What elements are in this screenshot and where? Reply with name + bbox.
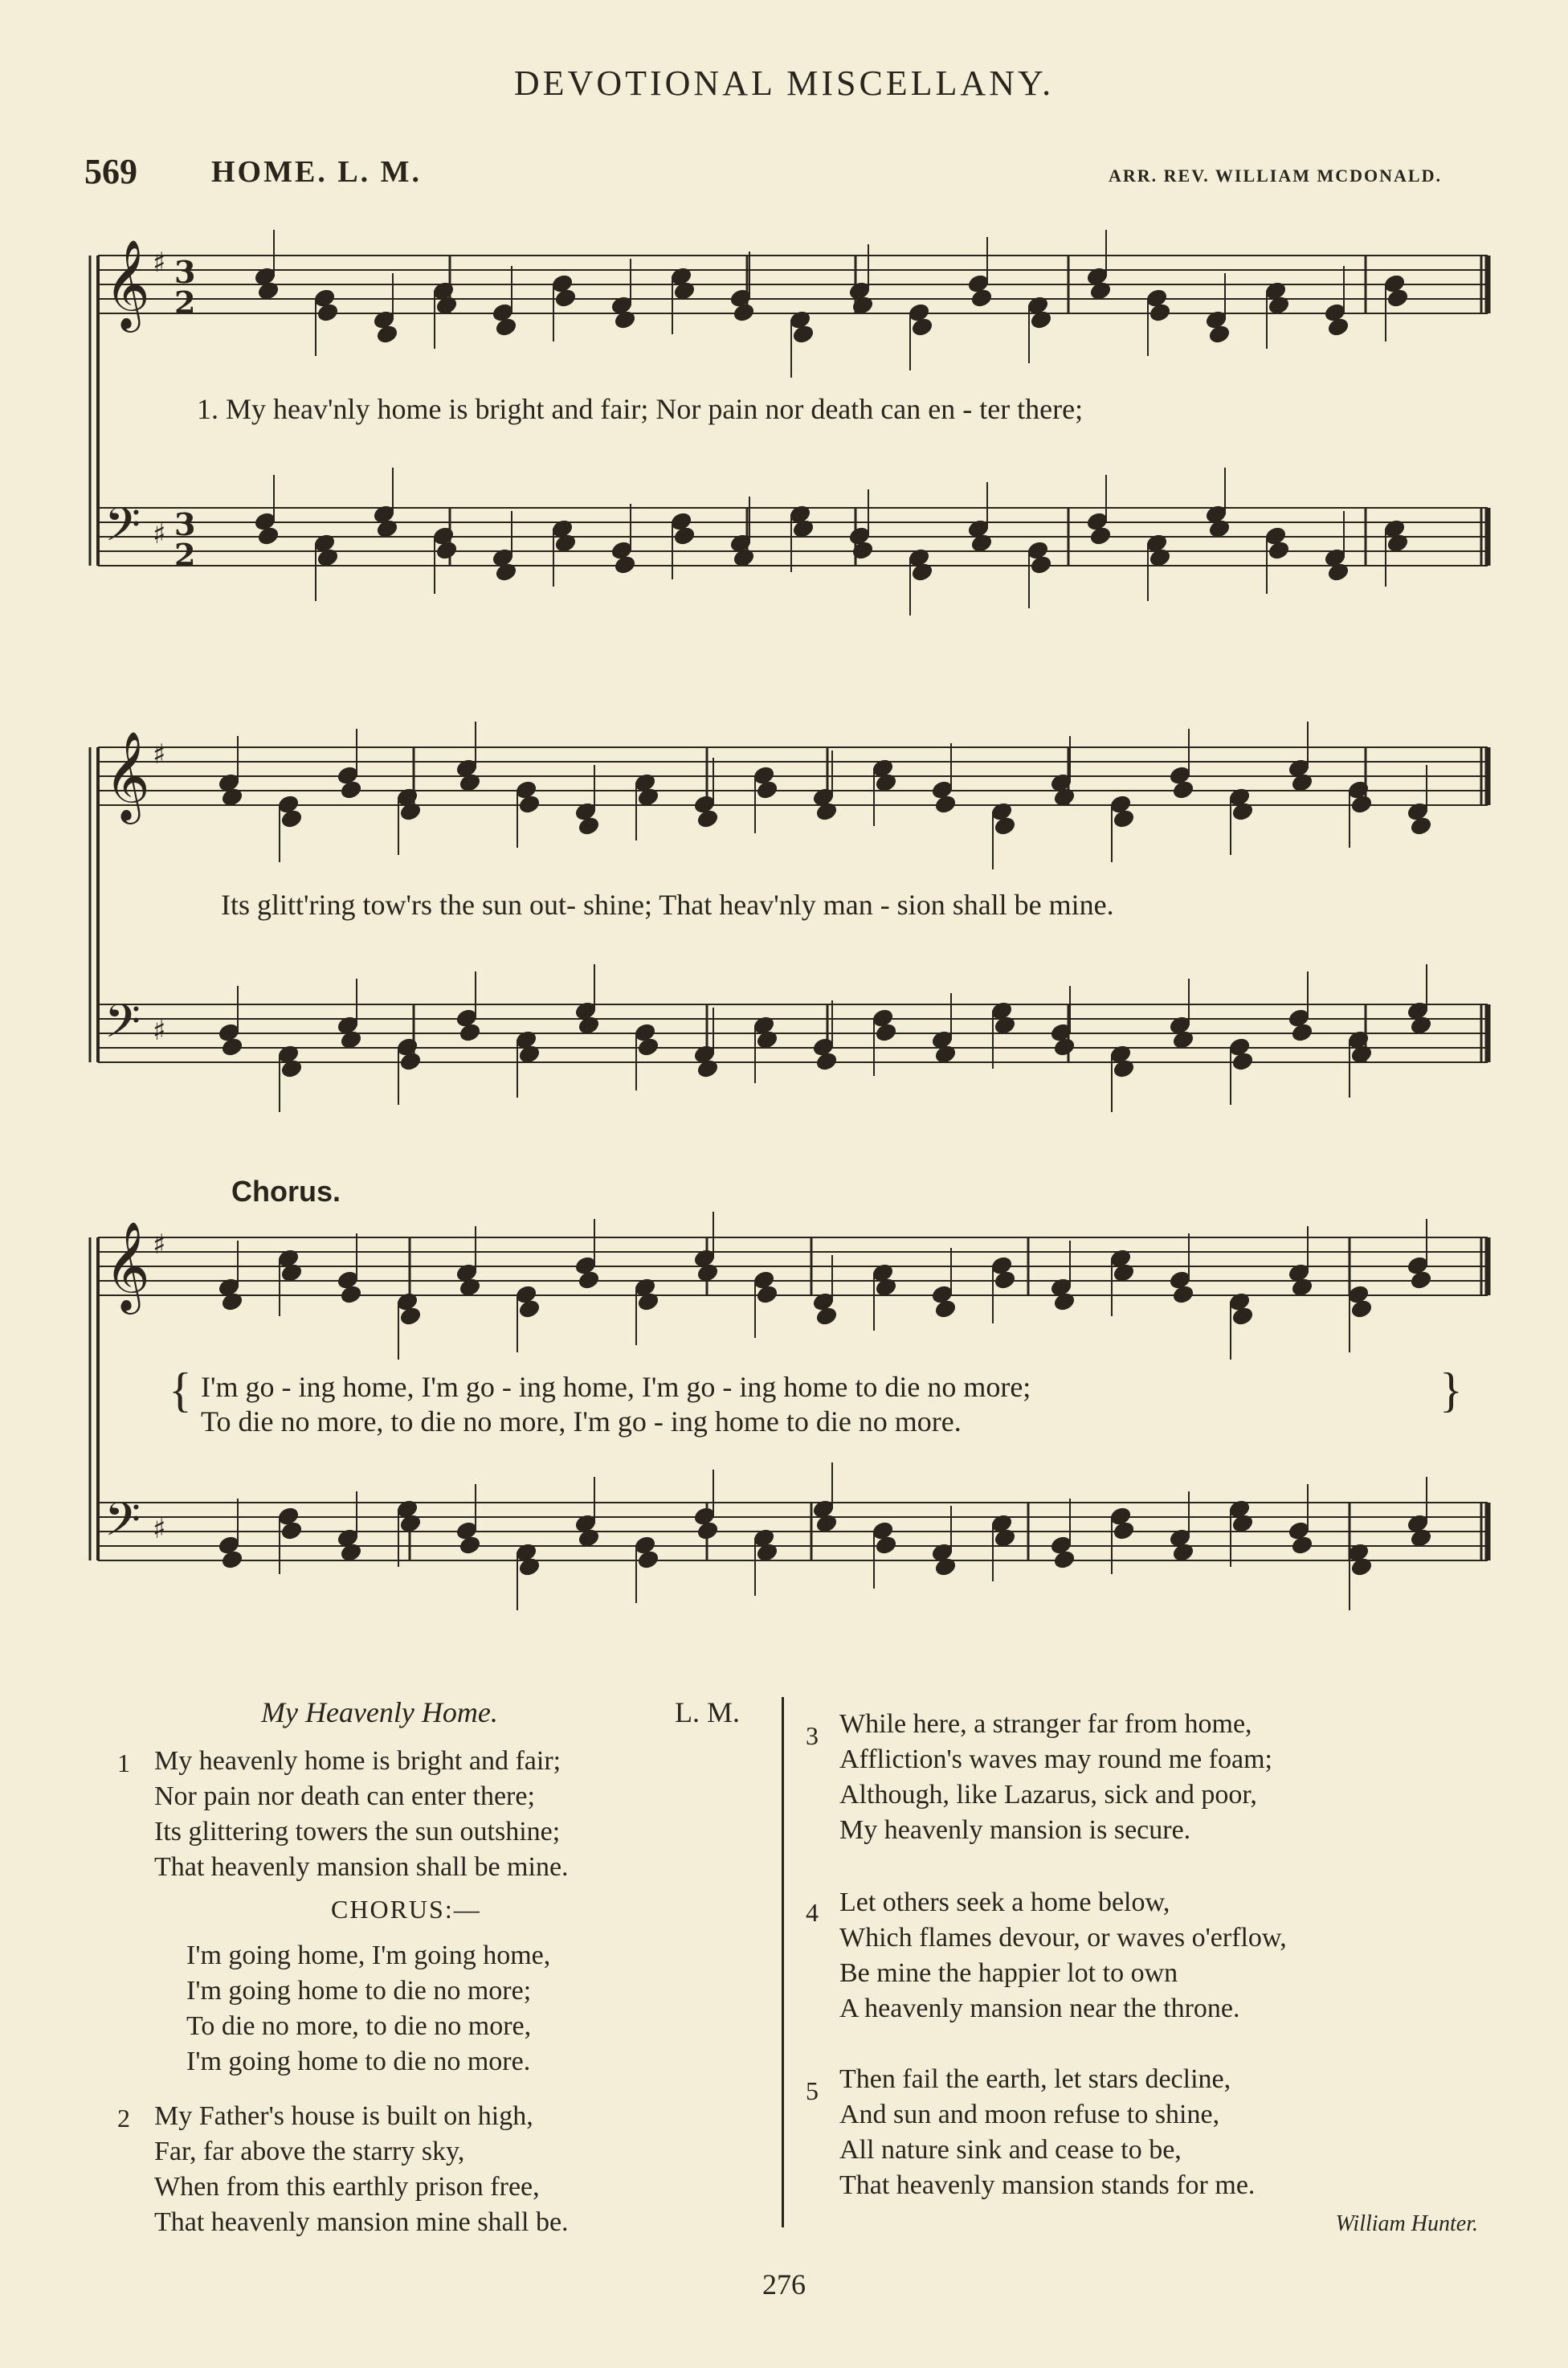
poem-line: A heavenly mansion near the throne. xyxy=(839,1994,1240,2023)
poem-line: And sun and moon refuse to shine, xyxy=(839,2100,1220,2129)
poem-title: My Heavenly Home. xyxy=(261,1696,498,1728)
poem-line: I'm going home, I'm going home, xyxy=(186,1941,551,1970)
bass-clef-icon: 𝄢 xyxy=(104,994,141,1060)
page-number: 276 xyxy=(762,2268,806,2301)
sharp-icon: ♯ xyxy=(153,247,166,279)
poem-line: Then fail the earth, let stars decline, xyxy=(839,2064,1231,2094)
stanza-5 xyxy=(839,2062,1255,2203)
right-brace: } xyxy=(1439,1364,1463,1417)
poem-line: That heavenly mansion mine shall be. xyxy=(154,2207,569,2237)
poem-line: Although, like Lazarus, sick and poor, xyxy=(839,1780,1257,1810)
sharp-icon: ♯ xyxy=(153,1015,166,1047)
poem-meter: L. M. xyxy=(675,1696,740,1728)
chorus-label: Chorus. xyxy=(231,1175,341,1208)
sharp-icon: ♯ xyxy=(153,1229,166,1261)
poem-line: Which flames devour, or waves o'erflow, xyxy=(839,1923,1287,1953)
poem-line: While here, a stranger far from home, xyxy=(839,1709,1252,1739)
chorus-heading: CHORUS:— xyxy=(331,1895,481,1924)
stanza-2 xyxy=(154,2099,569,2240)
hymn-arranger: ARR. REV. WILLIAM MCDONALD. xyxy=(1109,166,1442,186)
bass-clef-icon: 𝄢 xyxy=(104,1492,141,1558)
sharp-icon: ♯ xyxy=(153,738,166,771)
poem-line: That heavenly mansion shall be mine. xyxy=(154,1852,569,1882)
running-head: DEVOTIONAL MISCELLANY. xyxy=(513,63,1055,103)
poem-line: All nature sink and cease to be, xyxy=(839,2135,1182,2165)
hymn-title: HOME. L. M. xyxy=(211,155,423,189)
lyric-line-3a: I'm go - ing home, I'm go - ing home, I'm go - ing home to die no more; xyxy=(201,1371,1031,1403)
stanza-number: 2 xyxy=(117,2104,130,2133)
poem-line: Its glittering towers the sun outshine; xyxy=(154,1817,561,1847)
treble-clef-icon: 𝄞 xyxy=(104,730,150,820)
poem-line: My heavenly home is bright and fair; xyxy=(154,1746,561,1776)
poem-line: When from this earthly prison free, xyxy=(154,2172,540,2202)
time-signature-top: 3 xyxy=(174,254,196,290)
column-divider xyxy=(782,1697,784,2227)
poem-line: I'm going home to die no more. xyxy=(186,2047,531,2076)
stanza-3 xyxy=(839,1707,1272,1848)
treble-clef-icon: 𝄞 xyxy=(104,239,150,329)
lyric-line-2: Its glitt'ring tow'rs the sun out- shine; That heav'nly man - sion shall be mine. xyxy=(221,889,1114,921)
time-signature-bottom: 2 xyxy=(174,284,196,321)
time-signature-bottom: 2 xyxy=(174,537,196,573)
poem-line: That heavenly mansion stands for me. xyxy=(839,2170,1256,2200)
stanza-number: 3 xyxy=(806,1721,819,1750)
stanza-number: 5 xyxy=(806,2076,819,2105)
treble-clef-icon: 𝄞 xyxy=(104,1221,150,1311)
hymn-number: 569 xyxy=(84,152,137,191)
author-credit: William Hunter. xyxy=(1335,2211,1478,2236)
sharp-icon: ♯ xyxy=(153,1513,166,1545)
poem-line: To die no more, to die no more, xyxy=(186,2011,532,2041)
lyric-line-1: 1. My heav'nly home is bright and fair; Nor pain nor death can en - ter there; xyxy=(197,393,1084,425)
stanza-number: 1 xyxy=(117,1748,130,1777)
left-brace: { xyxy=(169,1364,192,1417)
stanza-4 xyxy=(839,1885,1287,2027)
poem-line: My heavenly mansion is secure. xyxy=(839,1815,1191,1845)
sharp-icon: ♯ xyxy=(153,518,166,550)
chorus-text xyxy=(186,1938,550,2080)
poem-line: Far, far above the starry sky, xyxy=(154,2137,465,2166)
poem-line: Affliction's waves may round me foam; xyxy=(839,1744,1272,1774)
poem-line: My Father's house is built on high, xyxy=(154,2101,533,2131)
stanza-number: 4 xyxy=(806,1898,819,1927)
lyric-line-3b: To die no more, to die no more, I'm go - ing home to die no more. xyxy=(201,1405,962,1438)
poem-line: I'm going home to die no more; xyxy=(186,1976,532,2006)
poem-line: Nor pain nor death can enter there; xyxy=(154,1781,535,1811)
stanza-1 xyxy=(154,1744,569,1885)
poem-line: Let others seek a home below, xyxy=(839,1887,1170,1917)
poem-line: Be mine the happier lot to own xyxy=(839,1958,1178,1988)
bass-clef-icon: 𝄢 xyxy=(104,497,141,563)
time-signature-top: 3 xyxy=(174,506,196,542)
